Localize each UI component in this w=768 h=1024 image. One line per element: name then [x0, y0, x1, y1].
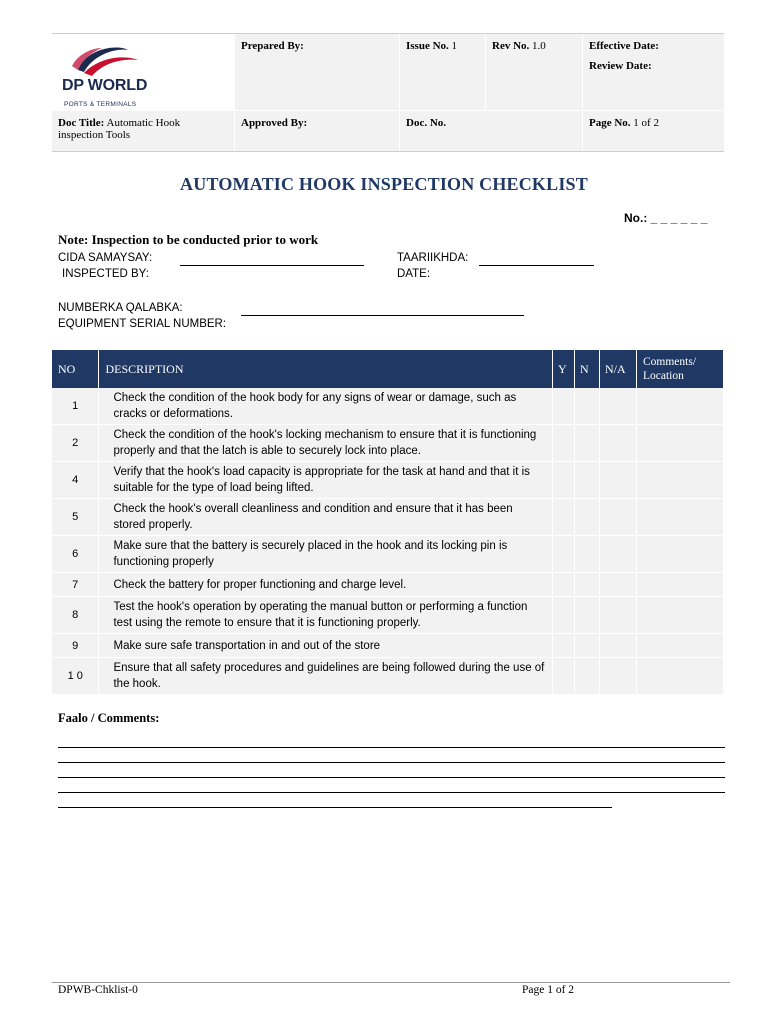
row-na-cell[interactable] [600, 536, 637, 573]
row-na-cell[interactable] [600, 499, 637, 536]
rev-label: Rev No. [492, 40, 530, 52]
issue-cell [400, 34, 485, 110]
number-field: No.: _ _ _ _ _ _ [624, 211, 708, 225]
header-y: Y [553, 350, 575, 388]
row-comments-cell[interactable] [636, 536, 723, 573]
equipment-serial-label: EQUIPMENT SERIAL NUMBER: [58, 318, 227, 330]
row-y-cell[interactable] [553, 573, 575, 597]
row-description: Make sure safe transportation in and out of the store [99, 634, 553, 658]
cida-samaysay-label: CIDA SAMAYSAY: [58, 252, 153, 264]
row-comments-cell[interactable] [636, 597, 723, 634]
approved-by-label: Approved By: [241, 117, 308, 129]
table-row [52, 499, 724, 536]
row-n-cell[interactable] [575, 658, 600, 695]
comments-label: Faalo / Comments: [58, 711, 160, 725]
header-no: NO [52, 350, 99, 388]
cida-samaysay-line[interactable] [180, 265, 364, 266]
row-na-cell[interactable] [600, 573, 637, 597]
row-comments-cell[interactable] [636, 425, 723, 462]
logo-text: DP WORLD [62, 77, 148, 94]
row-no: 6 [52, 536, 99, 573]
comment-line[interactable] [58, 747, 725, 748]
row-no: 9 [52, 634, 99, 658]
row-description: Check the condition of the hook body for any signs of wear or damage, such as cracks or deformations. [99, 388, 553, 425]
row-n-cell[interactable] [575, 573, 600, 597]
row-comments-cell[interactable] [636, 499, 723, 536]
page-no-label: Page No. [589, 117, 631, 129]
row-description: Make sure that the battery is securely placed in the hook and its locking pin is functioning properly [99, 536, 553, 573]
row-na-cell[interactable] [600, 634, 637, 658]
issue-label: Issue No. [406, 40, 449, 52]
doc-title-value: Automatic Hook inspection Tools [58, 117, 181, 141]
footer-doc-code: DPWB-Chklist-0 [58, 984, 138, 996]
rev-value: 1.0 [532, 40, 546, 52]
row-no: 4 [52, 462, 99, 499]
row-n-cell[interactable] [575, 499, 600, 536]
dp-world-logo-icon [58, 40, 152, 80]
table-row [52, 388, 724, 425]
row-description: Ensure that all safety procedures and guidelines are being followed during the use of the hook. [99, 658, 553, 695]
logo-subtext: PORTS & TERMINALS [64, 101, 137, 108]
row-y-cell[interactable] [553, 388, 575, 425]
table-row [52, 634, 724, 658]
comment-line[interactable] [58, 777, 725, 778]
page-no-value: 1 of 2 [633, 117, 659, 129]
row-no: 8 [52, 597, 99, 634]
comment-line[interactable] [58, 807, 612, 808]
row-y-cell[interactable] [553, 425, 575, 462]
header-na: N/A [600, 350, 637, 388]
table-row [52, 573, 724, 597]
row-no: 5 [52, 499, 99, 536]
row-y-cell[interactable] [553, 536, 575, 573]
row-comments-cell[interactable] [636, 658, 723, 695]
doc-no-label: Doc. No. [406, 117, 447, 129]
row-no: 2 [52, 425, 99, 462]
row-na-cell[interactable] [600, 597, 637, 634]
row-description: Test the hook's operation by operating the manual button or performing a function test using the remote to ensure that it is functioning properly. [99, 597, 553, 634]
approved-by-cell [235, 111, 399, 151]
review-date-label: Review Date: [589, 60, 652, 72]
numberka-qalabka-label: NUMBERKA QALABKA: [58, 302, 183, 314]
row-y-cell[interactable] [553, 462, 575, 499]
rev-cell [486, 34, 582, 110]
comment-line[interactable] [58, 792, 725, 793]
doc-no-cell [400, 111, 582, 151]
checklist-table [52, 350, 724, 695]
row-no: 7 [52, 573, 99, 597]
logo-cell [52, 34, 234, 110]
row-y-cell[interactable] [553, 597, 575, 634]
effective-date-label: Effective Date: [589, 40, 659, 52]
page-no-cell [583, 111, 724, 151]
footer-rule [52, 982, 730, 983]
page-title: AUTOMATIC HOOK INSPECTION CHECKLIST [180, 174, 588, 194]
numberka-qalabka-line[interactable] [241, 315, 524, 316]
prepared-by-label: Prepared By: [241, 40, 304, 52]
row-comments-cell[interactable] [636, 388, 723, 425]
prepared-by-cell [235, 34, 399, 110]
row-y-cell[interactable] [553, 499, 575, 536]
dp-world-logo [58, 40, 152, 106]
inspected-by-label: INSPECTED BY: [62, 268, 149, 280]
footer-page-number: Page 1 of 2 [522, 984, 575, 996]
header-comments: Comments/ Location [636, 350, 723, 388]
row-n-cell[interactable] [575, 425, 600, 462]
table-row [52, 536, 724, 573]
note-text: Note: Inspection to be conducted prior to work [58, 232, 319, 247]
table-row [52, 425, 724, 462]
table-header-row [52, 350, 724, 388]
row-comments-cell[interactable] [636, 573, 723, 597]
row-n-cell[interactable] [575, 536, 600, 573]
table-row [52, 462, 724, 499]
row-na-cell[interactable] [600, 462, 637, 499]
header-n: N [575, 350, 600, 388]
row-n-cell[interactable] [575, 597, 600, 634]
row-n-cell[interactable] [575, 634, 600, 658]
row-comments-cell[interactable] [636, 634, 723, 658]
taariikhda-label: TAARIIKHDA: [397, 252, 469, 264]
dates-cell [583, 34, 724, 110]
doc-title-label: Doc Title: [58, 117, 105, 129]
row-description: Check the hook's overall cleanliness and condition and ensure that it has been stored properly. [99, 499, 553, 536]
row-na-cell[interactable] [600, 388, 637, 425]
date-label: DATE: [397, 268, 431, 280]
row-comments-cell[interactable] [636, 462, 723, 499]
table-row [52, 658, 724, 695]
table-row [52, 597, 724, 634]
comment-line[interactable] [58, 762, 725, 763]
row-description: Check the battery for proper functioning and charge level. [99, 573, 553, 597]
issue-value: 1 [451, 40, 458, 52]
document-header [52, 33, 724, 152]
row-na-cell[interactable] [600, 658, 637, 695]
row-no: 1 0 [52, 658, 99, 695]
row-n-cell[interactable] [575, 388, 600, 425]
row-description: Check the condition of the hook's locking mechanism to ensure that it is functioning properly and that the latch is able to securely lock into place. [99, 425, 553, 462]
row-na-cell[interactable] [600, 425, 637, 462]
taariikhda-line[interactable] [479, 265, 594, 266]
row-description: Verify that the hook's load capacity is appropriate for the task at hand and that it is suitable for the type of load being lifted. [99, 462, 553, 499]
header-description: DESCRIPTION [99, 350, 553, 388]
row-n-cell[interactable] [575, 462, 600, 499]
row-y-cell[interactable] [553, 658, 575, 695]
row-y-cell[interactable] [553, 634, 575, 658]
row-no: 1 [52, 388, 99, 425]
doc-title-cell [52, 111, 234, 151]
